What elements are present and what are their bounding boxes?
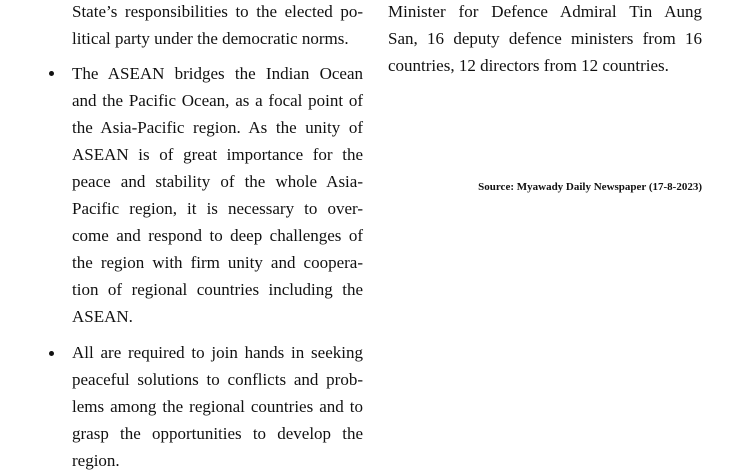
text-line: The ASEAN bridges the Indian Ocean: [72, 64, 363, 83]
bullet-icon: [49, 351, 54, 356]
text-line: come and respond to deep challenges of: [72, 226, 363, 245]
text-line: countries, 12 directors from 12 countries.: [388, 56, 669, 75]
text-line: State’s responsibilities to the elected po-: [72, 2, 363, 21]
source-citation: Source: Myawady Daily Newspaper (17-8-2023): [478, 181, 702, 193]
text-line: Minister for Defence Admiral Tin Aung: [388, 2, 702, 21]
text-line: litical party under the democratic norms.: [72, 29, 349, 48]
text-line: ASEAN is of great importance for the: [72, 145, 363, 164]
text-line: region.: [72, 451, 120, 470]
text-line: peaceful solutions to conflicts and prob-: [72, 370, 363, 389]
text-line: ASEAN.: [72, 307, 133, 326]
text-line: and the Pacific Ocean, as a focal point of: [72, 91, 363, 110]
text-line: tion of regional countries including the: [72, 280, 363, 299]
text-line: lems among the regional countries and to: [72, 397, 363, 416]
text-line: the region with firm unity and coopera-: [72, 253, 363, 272]
text-line: Pacific region, it is necessary to over-: [72, 199, 363, 218]
text-line: the Asia-Pacific region. As the unity of: [72, 118, 363, 137]
bullet-icon: [49, 71, 54, 76]
text-line: San, 16 deputy defence ministers from 16: [388, 29, 702, 48]
text-line: peace and stability of the whole Asia-: [72, 172, 363, 191]
text-line: All are required to join hands in seeking: [72, 343, 363, 362]
text-line: grasp the opportunities to develop the: [72, 424, 363, 443]
